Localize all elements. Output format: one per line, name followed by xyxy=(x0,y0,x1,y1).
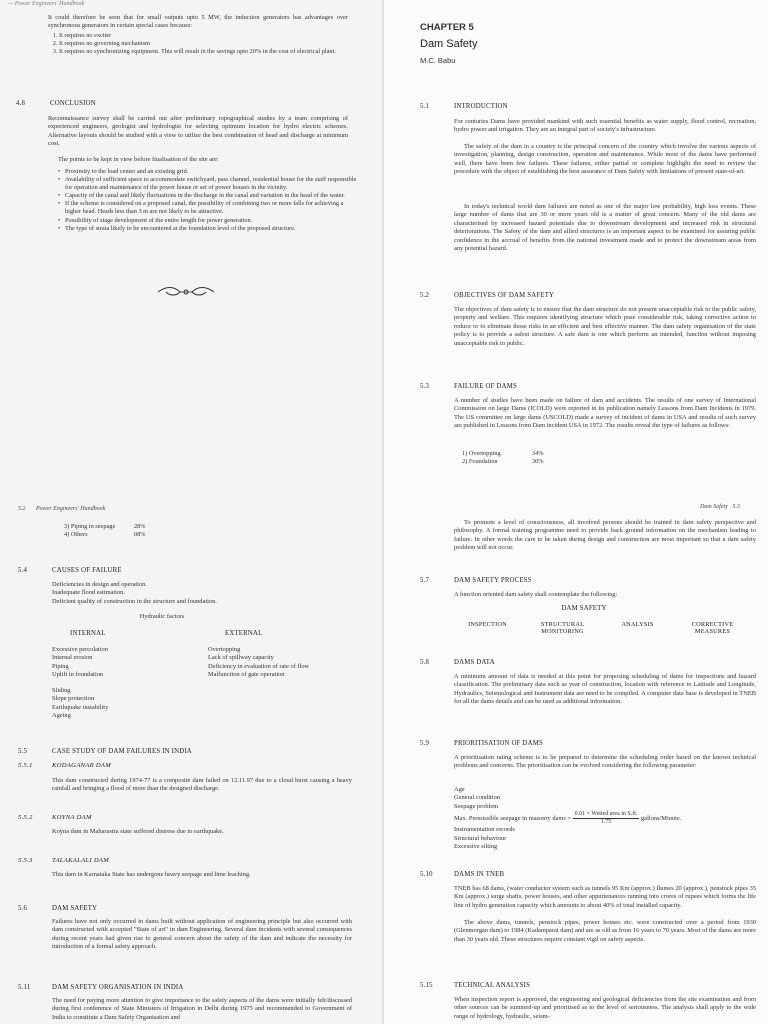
section-heading xyxy=(420,292,554,299)
cause-line: Inadequate flood estimation. xyxy=(52,589,125,597)
list-item: Overtopping xyxy=(208,646,241,653)
table-row xyxy=(64,531,146,539)
right-page xyxy=(384,0,768,1024)
intro-paragraph: For centuries Dams have provided mankind with such essential benefits as water supply, flood control, recreation, hydro power and irrigation. They are an integral part of society's infrastructure. xyxy=(454,118,756,134)
process-item: ANALYSIS xyxy=(621,621,654,628)
subsection-number: 5.5.3 xyxy=(18,857,33,864)
list-item: 1. It requires no exciter xyxy=(59,32,359,40)
case-text: Koyna dam in Maharastra state suffered distress due to earthquake. xyxy=(52,828,224,835)
table-row xyxy=(462,458,544,466)
formula-fraction xyxy=(573,811,640,826)
section-number: 5.6 xyxy=(18,905,28,912)
list-item: Lack of spillway capacity xyxy=(208,654,274,662)
chapter-label: CHAPTER 5 xyxy=(420,22,474,33)
section-number: 4.8 xyxy=(16,100,26,107)
subsection-title: KODAGANAR DAM xyxy=(52,762,112,769)
row-label: 2) Foundation xyxy=(462,458,498,466)
internal-factors xyxy=(52,646,202,680)
section-number: 5.1 xyxy=(420,103,430,110)
formula-numerator: 0.01 × Wetted area in S.ft. xyxy=(574,811,638,818)
section-title: TECHNICAL ANALYSIS xyxy=(454,982,531,989)
dam-safety-text: Failures have not only occurred in dams built without application of engineering principle but also occurred with dam constructed with accepted "State of art" in dam Engineering. Several dam incidents with several consequences during recent years had given rise to general concern about the safety of the dam and indicate the necessity for introduction of a formal safety approach. xyxy=(52,918,352,951)
section-title: PRIORITISATION OF DAMS xyxy=(454,740,543,747)
list-item: • Proximity to the load center and an existing grid. xyxy=(65,168,357,176)
conclusion-paragraph: Reconnaissance survey shall be carried out after preliminary topographical studies by a team comprising of experienced engineers, geologist and hydrologist for selecting optimum location for hydro electric schemes. Alternative layouts should be studied with a view to utilize the best combination of head and discharge at minimum cost. xyxy=(48,115,348,148)
failure-text: A number of studies have been made on failure of dam and accidents. The results of one survey of International Commission on large Dams (ICOLD) were reported in its publication namely Lessons from Dam Incidents in 1979. The US committee on large dams (USCOLD) made a survey of incident of dams in USA and results of such survey are published in Lessons from Dam incident USA in 1972. The results reveal the type of failures as follows: xyxy=(454,397,756,430)
section-title: FAILURE OF DAMS xyxy=(454,383,517,390)
section-number: 5.9 xyxy=(420,740,430,747)
section-number: 5.5 xyxy=(18,748,28,755)
case-text: This dam in Karnataka State has undergone heavy seepage and lime leaching. xyxy=(52,871,251,878)
book-title: Power Engineers' Handbook xyxy=(36,506,106,512)
list-item: Age xyxy=(454,786,465,793)
factors-title: Hydraulic factors xyxy=(139,613,185,620)
section-title: INTRODUCTION xyxy=(454,103,508,110)
cause-line: Deficient quality of construction in the structure and foundation. xyxy=(52,597,217,605)
objectives-text: The objectives of dam safety is to ensure that the dam structure do not present unacceptable risk to the public safety, property and welfare. This requires identifying structure which pose considerable risk, taking corrective action to reduce or to eliminate those risks in an efficient and best effective manner. The dam safety organisation of the state policy is to provide a safest structure. A safe dam is one which perform an intended, function without imposing unacceptable risk to public. xyxy=(454,306,756,347)
subsection-heading xyxy=(18,814,92,821)
list-item: Instrumentation records xyxy=(454,826,515,834)
section-heading xyxy=(420,577,532,584)
list-item: Malfunction of gate operation xyxy=(208,671,285,679)
section-title: OBJECTIVES OF DAM SAFETY xyxy=(454,292,555,299)
section-number: 5.4 xyxy=(18,567,28,574)
prioritisation-params xyxy=(454,786,756,851)
subsection-number: 5.5.1 xyxy=(18,762,33,769)
list-item: • The type of strata likely to be encountered at the foundation level of the proposed structure. xyxy=(65,225,357,233)
intro-list xyxy=(48,32,359,56)
data-text: A minimum amount of data is needed at this point for proposing scheduling of dams for inspections and hazard classification. The preliminary data such as year of construction, location with reference to Latitude and Longitude, Hydraulics, Seismological and Instrument data are need to be compiled. A computer data base is developed in TNEB for all the dams details and can be used as additional information. xyxy=(454,673,756,706)
formula-unit: gallons/Minute. xyxy=(641,815,682,823)
causes-lines xyxy=(52,581,352,606)
section-number: 5.10 xyxy=(420,871,433,878)
section-number: 5.8 xyxy=(420,659,430,666)
case-text: This dam constructed during 1974-77 is a composite dam failed on 12.11.97 due to a cloud burst causing a heavy rainfall and bringing a flood of more than the designed discharge. xyxy=(52,777,352,793)
row-value: 30% xyxy=(532,458,544,466)
section-number: 5.2 xyxy=(420,292,430,299)
section-heading xyxy=(18,905,97,912)
list-item: • Possibility of stage development of the entire length for power generation. xyxy=(65,217,357,225)
section-number: 5.15 xyxy=(420,982,433,989)
external-heading: EXTERNAL xyxy=(225,630,263,637)
site-points-list xyxy=(56,168,357,233)
section-title: CONCLUSION xyxy=(50,100,96,107)
formula-label: Max. Permissible seepage in masonry dams = xyxy=(454,815,572,823)
chapter-author: M.C. Babu xyxy=(420,56,456,65)
process-item: INSPECTION xyxy=(468,621,507,628)
list-item: Excessive silting xyxy=(454,843,498,851)
tneb-text: The above dams, tunnels, penstock pipes, power houses etc. were constructed over a period from 1930 (Glenmorgan dam) to 1984 (Kadamparai dam) and are as old as from 16 years to 70 years. Most of the dams are more than 30 years old. These structures require constant vigil on safety aspects. xyxy=(454,919,756,943)
list-item: Earthquake instability xyxy=(52,703,109,711)
row-label: 4) Others xyxy=(64,531,88,539)
organisation-text: The need for paying more attention to give importance to the safety aspects of the dams were initially felt/discussed during first conference of State Ministers of Irrigation in Delhi during 1975 and recommended to Government of India to constitute a Dam Safety Organisation and xyxy=(52,997,352,1021)
section-title: DAM SAFETY PROCESS xyxy=(454,577,532,584)
seepage-formula xyxy=(454,811,756,826)
page-number: 5.3 xyxy=(732,504,740,510)
section-heading xyxy=(16,100,96,107)
section-title: DAMS IN TNEB xyxy=(454,871,505,878)
list-item: Piping xyxy=(52,662,69,670)
technical-text: When inspection report is approved, the engineering and geological deficiencies from the site examination and from other sources can be summed-up and prioritised as to the level of seriousness. The analysis shall apply to the wide range of hydrology, hydraulic, seism- xyxy=(454,996,756,1020)
row-value: 28% xyxy=(134,523,146,530)
intro-paragraph: In today's technical world dam failures are noted as one of the major low probability, high loss events. These large number of dams that are 30 or more years old is a matter of great concern. Many of the old dams are characterised by increased hazard potentials due to downstream development and increased risk in structural deteriorations. The Safety of the dam and allied structures is an important aspect to be examined for assuring public confidence in the accrual of benefits from the national investment made and to protect the downstream areas from any potential hazard. xyxy=(454,203,756,253)
intro-paragraph: The safety of the dam in a country is the principal concern of the country which involve the various aspects of investigation, planning, design construction, operation and maintenance. While most of the dams have performed well, there have been few failures. These failures, either partial or complete highlight the need to review the procedure with the object of establishing the best assurance of Dam Safety with limitations of present state-of-art. xyxy=(454,143,756,176)
table-row xyxy=(462,450,544,458)
page-header-lower xyxy=(700,503,740,511)
section-heading xyxy=(420,383,517,390)
list-item: 3. It requires no synchronizing equipment. This will result in the savings upto 20% in the cost of electrical plant. xyxy=(59,48,359,56)
section-heading xyxy=(420,871,504,878)
internal-heading: INTERNAL xyxy=(70,630,106,637)
tneb-text: TNEB has 68 dams, (water conductor system such as tunnels 95 Km (approx.) flumes 20 (approx.), penstock pipes 35 Km (approx.) surge shafts, power houses, and other appurtenances running into crores of rupees which forms the life line of hydro generation capacity which amounts to about 40% of total installed capacity. xyxy=(454,885,756,909)
failure-rows-continued xyxy=(64,523,146,539)
list-item: Seepage problem xyxy=(454,802,499,810)
subsection-heading xyxy=(18,762,111,769)
subsection-heading xyxy=(18,857,109,864)
list-item: 2. It requires no governing mechanism xyxy=(59,40,359,48)
list-item: Ageing xyxy=(52,712,71,720)
section-heading xyxy=(18,748,192,755)
subsection-number: 5.5.2 xyxy=(18,814,33,821)
list-item: Uplift in foundation xyxy=(52,671,104,679)
subsection-title: KOYNA DAM xyxy=(52,814,92,821)
chapter-title: Dam Safety xyxy=(420,38,478,50)
list-item: Deficiency in evaluation of rate of flow xyxy=(208,662,310,670)
section-number: 5.3 xyxy=(420,383,430,390)
section-heading xyxy=(420,659,495,666)
failure-rows xyxy=(462,450,544,466)
row-label: 1) Overtopping xyxy=(462,450,501,457)
other-factors xyxy=(52,687,202,721)
process-item: STRUCTURAL MONITORING xyxy=(540,621,585,635)
list-item: • If the scheme is considered on a proposed canal, the possibility of combining two or more falls for achieving a higher head. Heads less than 3 m are not likely to be attractive. xyxy=(65,200,357,216)
intro-paragraph: It could therefore be seen that for small outputs upto 5 MW, the induction generators has advantages over synchronous generators in certain special cases because: xyxy=(48,14,348,30)
list-item: • Capacity of the canal and likely fluctuations in the discharge in the canal and variation in the head of the water. xyxy=(65,192,357,200)
row-label: 3) Piping in seepage xyxy=(64,523,116,530)
external-factors xyxy=(208,646,378,680)
section-title: DAM SAFETY xyxy=(52,905,98,912)
list-item: Excessive percolation xyxy=(52,646,108,653)
section-title: CASE STUDY OF DAM FAILURES IN INDIA xyxy=(52,748,192,755)
subsection-title: TALAKALALI DAM xyxy=(52,857,110,864)
section-heading xyxy=(18,984,184,991)
section-title: CAUSES OF FAILURE xyxy=(52,567,122,574)
book-title: Dam Safety xyxy=(700,504,728,510)
points-intro: The points to be kept in view before finalisation of the site are: xyxy=(58,156,219,163)
process-center-title: DAM SAFETY xyxy=(561,605,607,612)
page-header-lower xyxy=(18,505,105,513)
formula-denominator: 1.75 xyxy=(600,819,612,826)
process-items xyxy=(450,621,750,635)
page-number: 5.2 xyxy=(18,506,26,512)
section-heading xyxy=(420,740,543,747)
list-item: General condition xyxy=(454,794,500,802)
table-row xyxy=(64,523,146,531)
ornament-icon xyxy=(156,284,216,300)
process-item: CORRECTIVE MEASURES xyxy=(691,621,734,635)
section-title: DAMS DATA xyxy=(454,659,495,666)
section-title: DAM SAFETY ORGANISATION IN INDIA xyxy=(52,984,184,991)
process-text: A function oriented dam safety shall contemplate the following: xyxy=(454,591,618,598)
list-item: Internal erosion xyxy=(52,654,93,662)
list-item: • Availability of sufficient space to accommodate switchyard, pass channel, residential house for the staff responsible for operation and maintenance of the power house or set of power houses in the vicinity. xyxy=(65,176,357,192)
section-number: 5.11 xyxy=(18,984,31,991)
section-heading xyxy=(18,567,122,574)
row-value: 08% xyxy=(134,531,146,539)
section-number: 5.7 xyxy=(420,577,430,584)
list-item: Sliding xyxy=(52,687,71,694)
section-heading xyxy=(420,982,530,989)
prioritisation-text: A prioritisation rating scheme is to be prepared to determine the scheduling order based on the known technical problems and concerns. The prioritisation can be evolved considering the following parameter: xyxy=(454,754,756,770)
section-heading xyxy=(420,103,508,110)
row-value: 34% xyxy=(532,450,544,457)
consciousness-text: To promote a level of consciousness, all involved persons should be trained in dam safety perspective and philosophy. A formal training programme need to provide back ground information on the mechanism leading to failure. In other words the care to be taken during design and construction are most important so that a dam safety problem will not occur. xyxy=(454,519,756,552)
list-item: Structural behaviour xyxy=(454,834,507,842)
running-header: — Power Engineers' Handbook xyxy=(8,1,85,7)
list-item: Slope protection xyxy=(52,695,95,703)
cause-line: Deficiencies in design and operation. xyxy=(52,581,147,588)
